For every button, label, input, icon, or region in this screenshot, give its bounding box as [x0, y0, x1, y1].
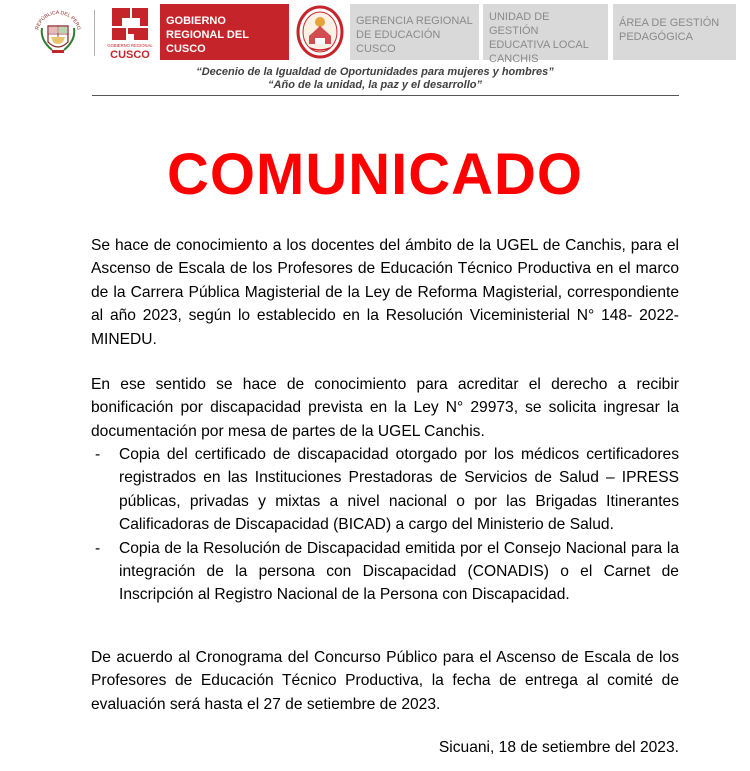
place-date: Sicuani, 18 de setiembre del 2023. — [438, 739, 679, 756]
list-item — [91, 443, 679, 537]
area-gestion-box: ÁREA DE GESTIÓN PEDAGÓGICA — [613, 4, 736, 60]
list-item-text: Copia del certificado de discapacidad otorgado por los médicos certificadores registrados en las Instituciones Prestadoras de Servicios de Salud – IPRESS públicas, privadas y mixtas a nivel nacional o por las Brigadas Itinerantes Calificadoras de Discapacidad (BICAD) a cargo del Ministerio de Salud. — [119, 446, 679, 534]
gobierno-regional-cusco-logo — [104, 4, 156, 60]
ugel-canchis-box: UNIDAD DE GESTIÓN EDUCATIVA LOCAL CANCHIS — [483, 4, 608, 60]
crest-text: REPÚBLICA DEL PERÚ — [34, 9, 82, 31]
peru-crest-logo — [30, 4, 86, 60]
paragraph-intro: Se hace de conocimiento a los docentes del ámbito de la UGEL de Canchis, para el Ascenso de Escala de los Profesores de Educación Técnico Productiva en el marco de la Carrera Pública Magisterial de la Ley de Reforma Magisterial, correspondiente al año 2023, según lo establecido en la Resolución Viceministerial N° 148- 2022- MINEDU. — [91, 237, 679, 348]
list-item — [91, 537, 679, 607]
list-item-text: Copia de la Resolución de Discapacidad emitida por el Consejo Nacional para la integración de la persona con Discapacidad (CONADIS) o el Carnet de Inscripción al Registro Nacional de la Persona con Discapacidad. — [119, 539, 679, 604]
paragraph-bonus: En ese sentido se hace de conocimiento para acreditar el derecho a recibir bonificación por discapacidad prevista en la Ley N° 29973, se solicita ingresar la documentación por mesa de partes de la UGEL Canchis. — [91, 376, 679, 440]
cusco-logo-subtext: GOBIERNO REGIONAL — [107, 43, 153, 48]
gerencia-regional-box: GERENCIA REGIONAL DE EDUCACIÓN CUSCO — [350, 4, 479, 60]
requirements-list — [91, 443, 679, 607]
header-divider — [94, 10, 95, 56]
letterhead — [0, 0, 750, 64]
cusco-logo-text: CUSCO — [110, 49, 150, 60]
list-bullet: - — [95, 539, 101, 557]
gobierno-regional-box: GOBIERNO REGIONAL DEL CUSCO — [160, 4, 289, 60]
paragraph-schedule: De acuerdo al Cronograma del Concurso Público para el Ascenso de Escala de los Profesores de Educación Técnico Productiva, la fecha de entrega al comité de evaluación será hasta el 27 de setiembre de 2023. — [91, 649, 679, 713]
motto-line-1: “Decenio de la Igualdad de Oportunidades para mujeres y hombres” — [196, 66, 554, 78]
year-mottos — [140, 66, 610, 92]
header-rule — [92, 95, 679, 96]
document-title: COMUNICADO — [167, 142, 583, 207]
list-bullet: - — [95, 446, 101, 463]
gerencia-seal-logo — [294, 4, 346, 60]
motto-line-2: “Año de la unidad, la paz y el desarrollo” — [268, 79, 482, 91]
